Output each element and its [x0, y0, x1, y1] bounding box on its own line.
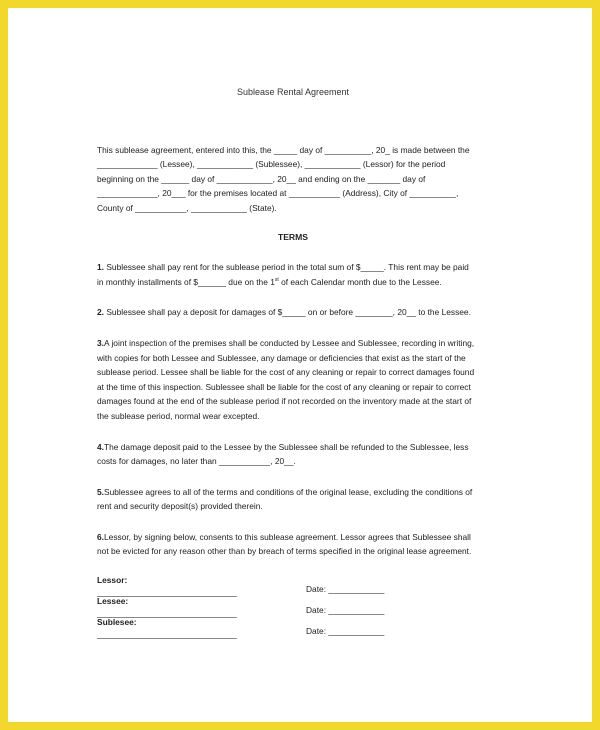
signature-row-sublesee: [97, 617, 497, 638]
clause-line: at the time of this inspection. Sublessee shall be liable for the cost of any cleaning or repair to correct: [97, 381, 471, 392]
intro-line: beginning on the ______ day of ____________, 20__ and ending on the _______ day of: [97, 173, 426, 184]
clause-text: Lessor, by signing below, consents to this sublease agreement. Lessor agrees that Sublessee shall: [104, 531, 471, 542]
clause-2: [97, 305, 489, 320]
signature-label: Sublesee:: [97, 617, 137, 627]
clause-number: 6.: [97, 531, 104, 542]
clause-line: [97, 485, 489, 500]
clause-line: with copies for both Lessee and Sublessee, any damage or deficiencies that exist as the start of the: [97, 352, 466, 363]
clause-line: not be evicted for any reason other than by breach of terms specified in the original lease agreement.: [97, 546, 472, 557]
date-field: Date: ____________: [306, 584, 385, 594]
clause-number: 5.: [97, 486, 104, 497]
signature-label: Lessee:: [97, 596, 129, 606]
signature-line: ______________________________: [97, 587, 237, 597]
signature-block: [97, 575, 497, 638]
document-title: Sublease Rental Agreement: [236, 87, 350, 97]
clause-1: [97, 260, 489, 289]
clause-line: [97, 305, 489, 320]
clause-line: sublease period. Lessee shall be liable for the cost of any cleaning or repair to correct damages found: [97, 367, 475, 378]
clause-text: in monthly installments of $______ due on the 1st of each Calendar month due to the Lessee.: [97, 276, 442, 287]
signature-line: ______________________________: [97, 629, 237, 639]
clause-line: rent and security deposit(s) provided therein.: [97, 501, 263, 512]
intro-line: _____________ (Lessee), ____________ (Sublessee), ____________ (Lessor) for the period: [97, 159, 446, 170]
clause-4: [97, 440, 489, 469]
clause-line: [97, 530, 489, 545]
intro-paragraph: [97, 143, 489, 216]
clause-text: Sublessee agrees to all of the terms and conditions of the original lease, excluding the conditions of: [104, 486, 473, 497]
clause-5: [97, 485, 489, 514]
clause-6: [97, 530, 489, 559]
clause-line: [97, 440, 489, 455]
intro-line: This sublease agreement, entered into this, the _____ day of __________, 20_ is made between the: [97, 144, 470, 155]
clause-number: 4.: [97, 441, 104, 452]
clause-3: [97, 336, 489, 424]
date-field: Date: ____________: [306, 605, 385, 615]
clause-number: 1.: [97, 262, 104, 273]
clause-number: 2.: [97, 307, 104, 318]
intro-line: _____________, 20___ for the premises located at ___________ (Address), City of __________,: [97, 188, 459, 199]
terms-heading: TERMS: [277, 231, 309, 242]
clause-line: [97, 260, 489, 275]
clause-number: 3.: [97, 337, 104, 348]
clause-text: A joint inspection of the premises shall be conducted by Lessee and Sublessee, recording in writing,: [104, 337, 475, 348]
signature-row-lessor: [97, 575, 497, 596]
document-body: [97, 85, 489, 575]
clause-line: [97, 275, 489, 290]
clause-line: [97, 336, 489, 351]
clause-text: Sublessee shall pay rent for the sublease period in the total sum of $_____. This rent may be paid: [104, 262, 469, 273]
signature-row-lessee: [97, 596, 497, 617]
signature-line: ______________________________: [97, 608, 237, 618]
clause-line: costs for damages, no later than ___________, 20__.: [97, 456, 296, 467]
clause-line: damages found at the end of the sublease period if not recorded on the inventory made at the start of: [97, 396, 472, 407]
clause-text: Sublessee shall pay a deposit for damages of $_____ on or before ________, 20__ to the Lessee.: [104, 307, 471, 318]
clause-text: The damage deposit paid to the Lessee by the Sublessee shall be refunded to the Sublessee, less: [104, 441, 469, 452]
clause-line: the sublease period, normal wear excepted.: [97, 410, 260, 421]
signature-label: Lessor:: [97, 575, 128, 585]
date-field: Date: ____________: [306, 626, 385, 636]
intro-line: County of ___________, ____________ (State).: [97, 202, 277, 213]
